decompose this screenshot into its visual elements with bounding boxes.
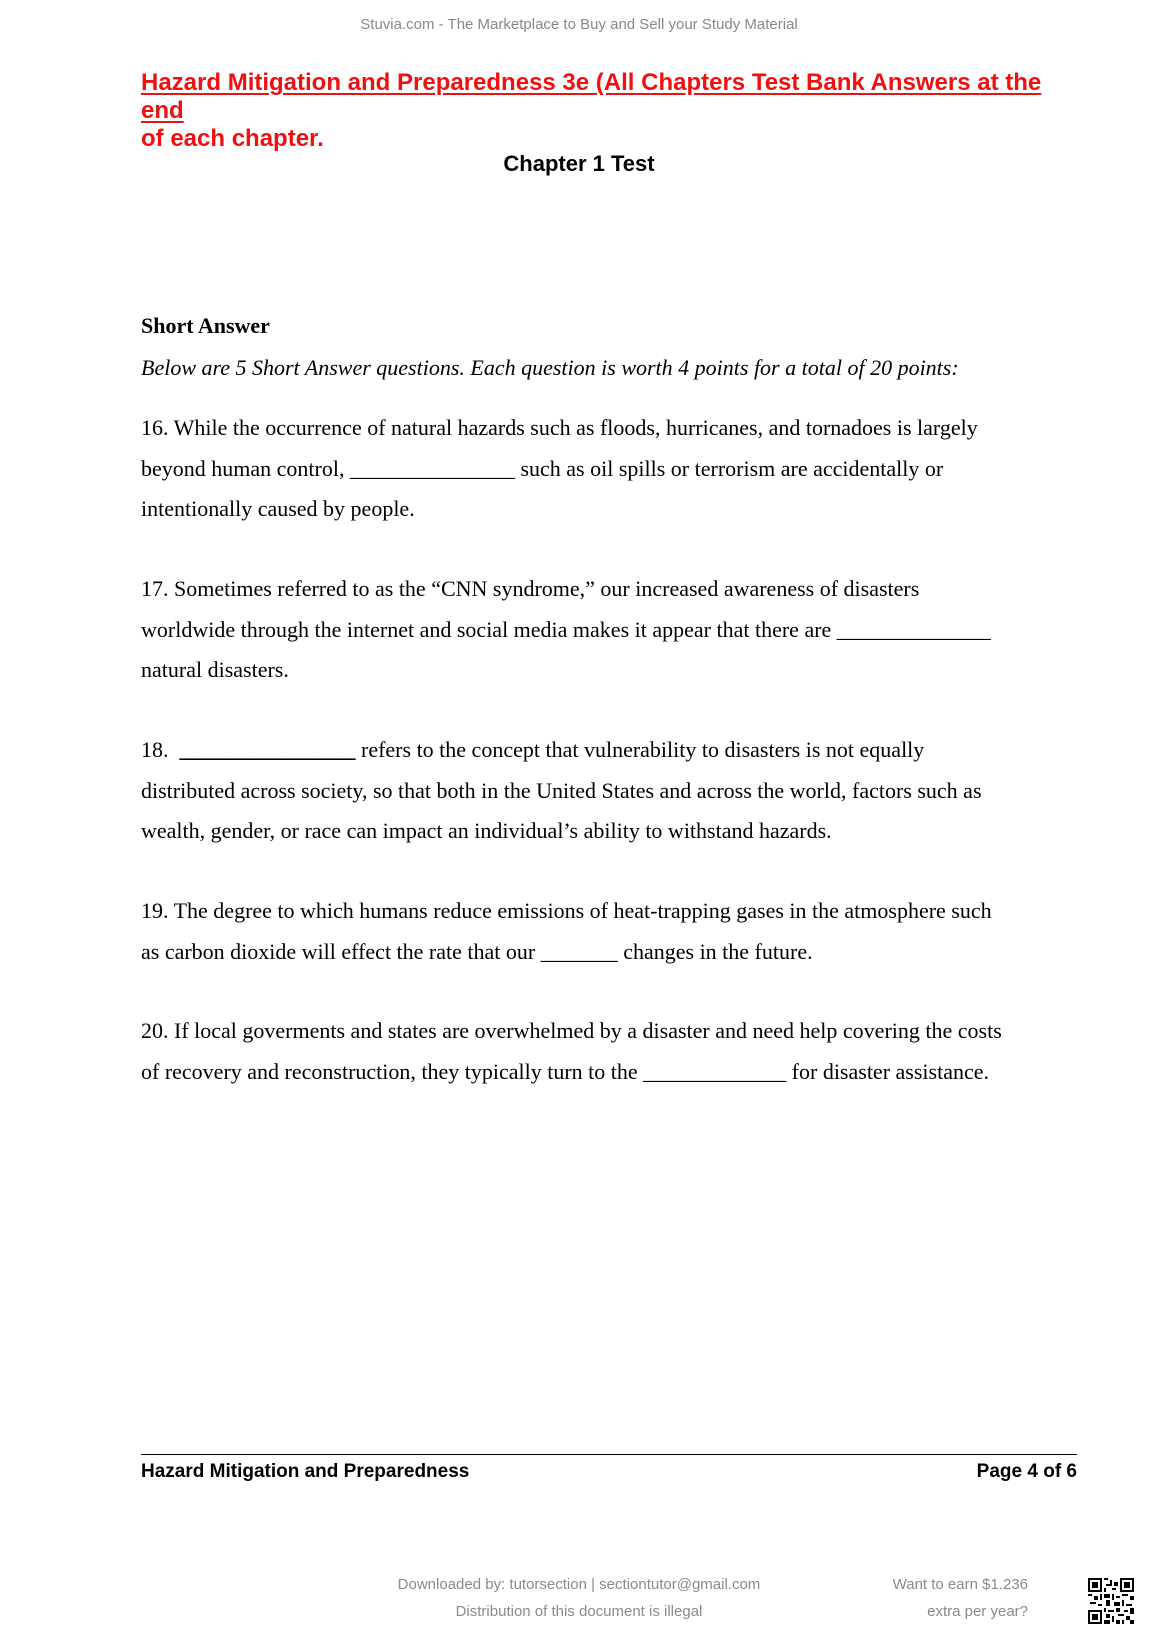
page-number: Page 4 of 6 [976,1461,1077,1482]
promo-text-line2[interactable]: extra per year? [927,1603,1028,1620]
distribution-notice: Distribution of this document is illegal [455,1603,703,1620]
footer-divider [141,1454,1077,1455]
document-title-line1: Hazard Mitigation and Preparedness 3e (All Chapters Test Bank Answers at the end [141,69,1042,124]
document-title [141,69,1077,153]
question-number: 18. [141,737,180,762]
download-info: Downloaded by: tutorsection | sectiontutor@gmail.com [397,1576,761,1593]
question-20 [141,1011,1081,1092]
section-heading: Short Answer [141,313,270,338]
question-line: 19. The degree to which humans reduce emissions of heat-trapping gases in the atmosphere such [141,898,992,923]
site-banner: Stuvia.com - The Marketplace to Buy and Sell your Study Material [360,16,798,33]
question-16 [141,408,1081,530]
answer-blank: ________________ [179,737,356,762]
question-19 [141,891,1081,972]
question-line: wealth, gender, or race can impact an individual’s ability to withstand hazards. [141,818,832,843]
question-line: distributed across society, so that both in the United States and across the world, factors such as [141,777,982,803]
question-line: as carbon dioxide will effect the rate that our _______ changes in the future. [141,938,813,964]
question-line: 17. Sometimes referred to as the “CNN syndrome,” our increased awareness of disasters [141,576,920,601]
question-line: of recovery and reconstruction, they typically turn to the _____________ for disaster assistance. [141,1058,989,1084]
question-18 [141,730,1081,852]
document-title-line2: of each chapter. [141,125,324,152]
question-line: natural disasters. [141,657,289,682]
question-line [141,730,1081,771]
footer-title: Hazard Mitigation and Preparedness [141,1461,470,1482]
question-line: worldwide through the internet and social media makes it appear that there are ______________ [141,616,991,642]
question-line: 16. While the occurrence of natural hazards such as floods, hurricanes, and tornadoes is largely [141,415,978,440]
question-17 [141,569,1081,691]
question-text: refers to the concept that vulnerability to disasters is not equally [355,737,925,762]
question-line: beyond human control, _______________ such as oil spills or terrorism are accidentally or [141,455,944,481]
question-line: 20. If local goverments and states are overwhelmed by a disaster and need help covering the costs [141,1018,1002,1043]
section-instructions: Below are 5 Short Answer questions. Each question is worth 4 points for a total of 20 points: [141,355,959,380]
chapter-heading: Chapter 1 Test [503,151,655,176]
qr-code-icon[interactable] [1088,1578,1134,1624]
question-line: intentionally caused by people. [141,496,415,521]
promo-text-line1[interactable]: Want to earn $1.236 [892,1576,1028,1593]
